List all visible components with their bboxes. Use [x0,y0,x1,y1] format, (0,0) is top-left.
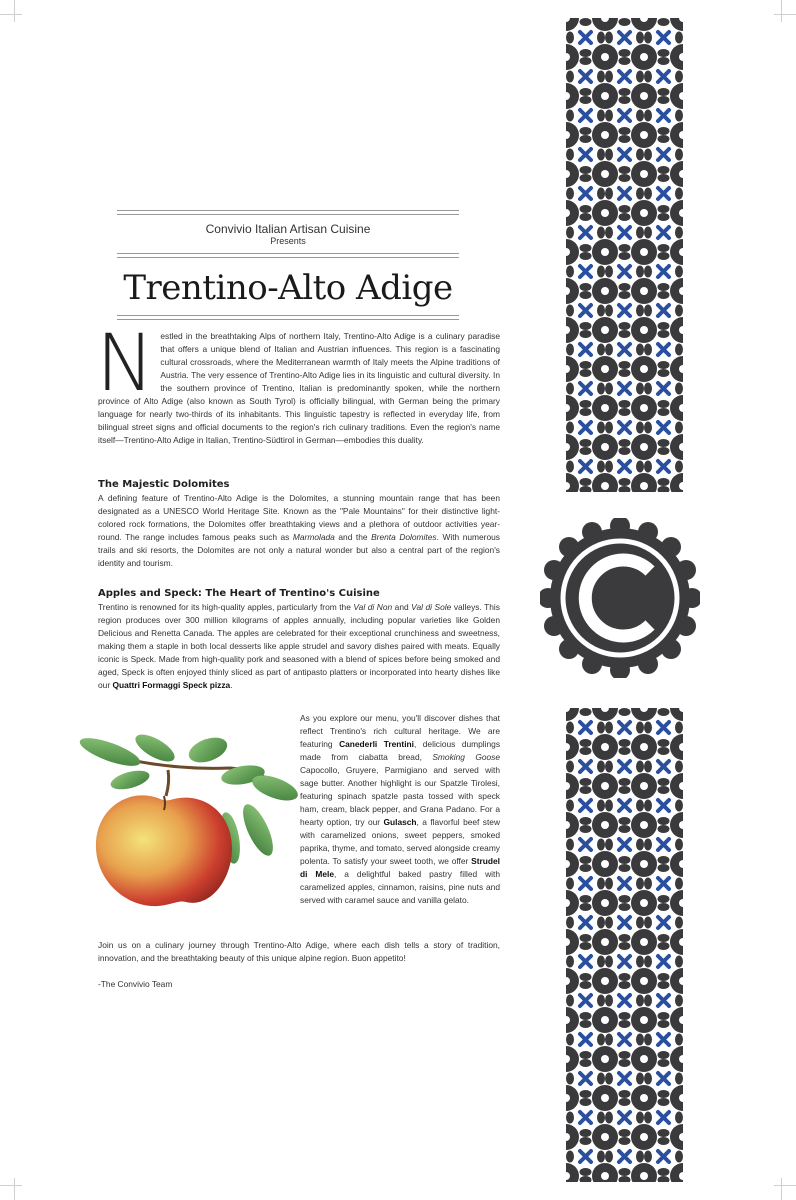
closing-text: Join us on a culinary journey through Trentino-Alto Adige, where each dish tells a story of tradition, innovation, and the breathtaking beauty of this unique alpine region. Buon appetito! [98,940,500,963]
header-rule-bottom [117,315,459,320]
menu-text: As you explore our menu, you'll discover dishes that reflect Trentino's rich cultural heritage. We are featuring Canederli Trentini, delicious dumplings made from ciabatta bread, Smoking Goose Capocollo, Gruyere, Parmigiano and served with sage butter. Another highlight is our Spatzle Tirolesi, featuring spinach spatzle pasta tossed with speck ham, cream, black pepper, and Grana Padano. For a hearty option, try our Gulasch, a flavorful beef stew with caramelized onions, sweet peppers, smoked paprika, thyme, and tomato, served alongside creamy polenta. To satisfy your sweet tooth, we offer Strudel di Mele, a delightful baked pastry filled with caramelized apples, cinnamon, raisins, pine nuts and served with caramel sauce and vanilla gelato. [300,713,501,905]
crop-mark [781,1178,782,1200]
dish-strudel: Strudel di Mele [300,856,500,879]
intro-text: estled in the breathtaking Alps of northern Italy, Trentino-Alto Adige is a culinary paradise that offers a unique blend of Italian and Austrian influences. This region is a fascinating cultural crossroads, where the Mediterranean warmth of Italy meets the Alpine traditions of Austria. The very essence of Trentino-Alto Adige lies in its linguistic and cultural diversity. In the southern province of Trentino, Italian is predominantly spoken, while the northern province of Alto Adige (also known as South Tyrol) is officially bilingual, with German being the primary language for nearly two-thirds of its inhabitants. This linguistic tapestry is reflected in everyday life, from bilingual street signs and official documents to the region's rich culinary traditions. Even the region's name itself—Trentino-Alto Adige in Italian, Trentino-Südtirol in German—embodies this duality. [98,331,500,445]
menu-section [300,712,500,907]
dish-gulasch: Gulasch [383,817,417,827]
crop-mark [0,1185,22,1186]
apples-heading: Apples and Speck: The Heart of Trentino's Cuisine [98,588,380,599]
intro-section [96,319,500,447]
crop-mark [14,0,15,22]
signature: -The Convivio Team [98,979,173,989]
dolomites-heading: The Majestic Dolomites [98,479,230,490]
apples-text: Trentino is renowned for its high-quality apples, particularly from the Val di Non and Val di Sole valleys. This region produces over 300 million kilograms of apples annually, including popular varieties like Golden Delicious and Renetta Canada. The apples are celebrated for their exceptional crunchiness and sweetness, making them a staple in both local desserts like apple strudel and savory dishes paired with meats. Equally iconic is Speck. Made from high-quality pork and seasoned with a blend of spices before being smoked and aged, Speck is often enjoyed thinly sliced as part of antipasto platters or incorporated into hearty dishes like our Quattri Formaggi Speck pizza. [98,602,500,690]
tile-pattern-top [566,18,683,492]
tile-pattern-bottom [566,708,683,1182]
crop-mark [781,0,782,22]
crop-mark [14,1178,15,1200]
apples-section [98,588,500,692]
crop-mark [0,14,22,15]
header-rule-top [117,210,459,215]
presents-label: Presents [270,236,306,246]
dish-canederli: Canederli Trentini [339,739,414,749]
pizza-name: Quattri Formaggi Speck pizza [112,680,231,690]
crop-mark [774,1185,796,1186]
dolomites-section [98,479,500,570]
presenter-name: Convivio Italian Artisan Cuisine [205,222,371,236]
apple-illustration [70,730,300,920]
convivio-c-logo [540,518,700,683]
dolomites-text: A defining feature of Trentino-Alto Adige is the Dolomites, a stunning mountain range that has been designated as a UNESCO World Heritage Site. Known as the "Pale Mountains" for their distinctive light-colored rock formations, the Dolomites offer breathtaking views and a plethora of outdoor activities year-round. The range includes famous peaks such as Marmolada and the Brenta Dolomites. With numerous trails and ski resorts, the Dolomites are not only a natural wonder but also a central part of the region's identity and tourism. [98,493,500,568]
crop-mark [774,14,796,15]
valley-sole: Val di Sole [411,602,452,612]
dropcap: N [96,319,155,409]
peak-brenta: Brenta Dolomites [371,532,437,542]
smoking-goose: Smoking Goose [432,752,500,762]
peak-marmolada: Marmolada [292,532,335,542]
closing-section [98,939,500,991]
page-title: Trentino-Alto Adige [123,268,453,308]
valley-non: Val di Non [353,602,393,612]
header-rule-mid [117,253,459,258]
header-block [117,210,459,320]
